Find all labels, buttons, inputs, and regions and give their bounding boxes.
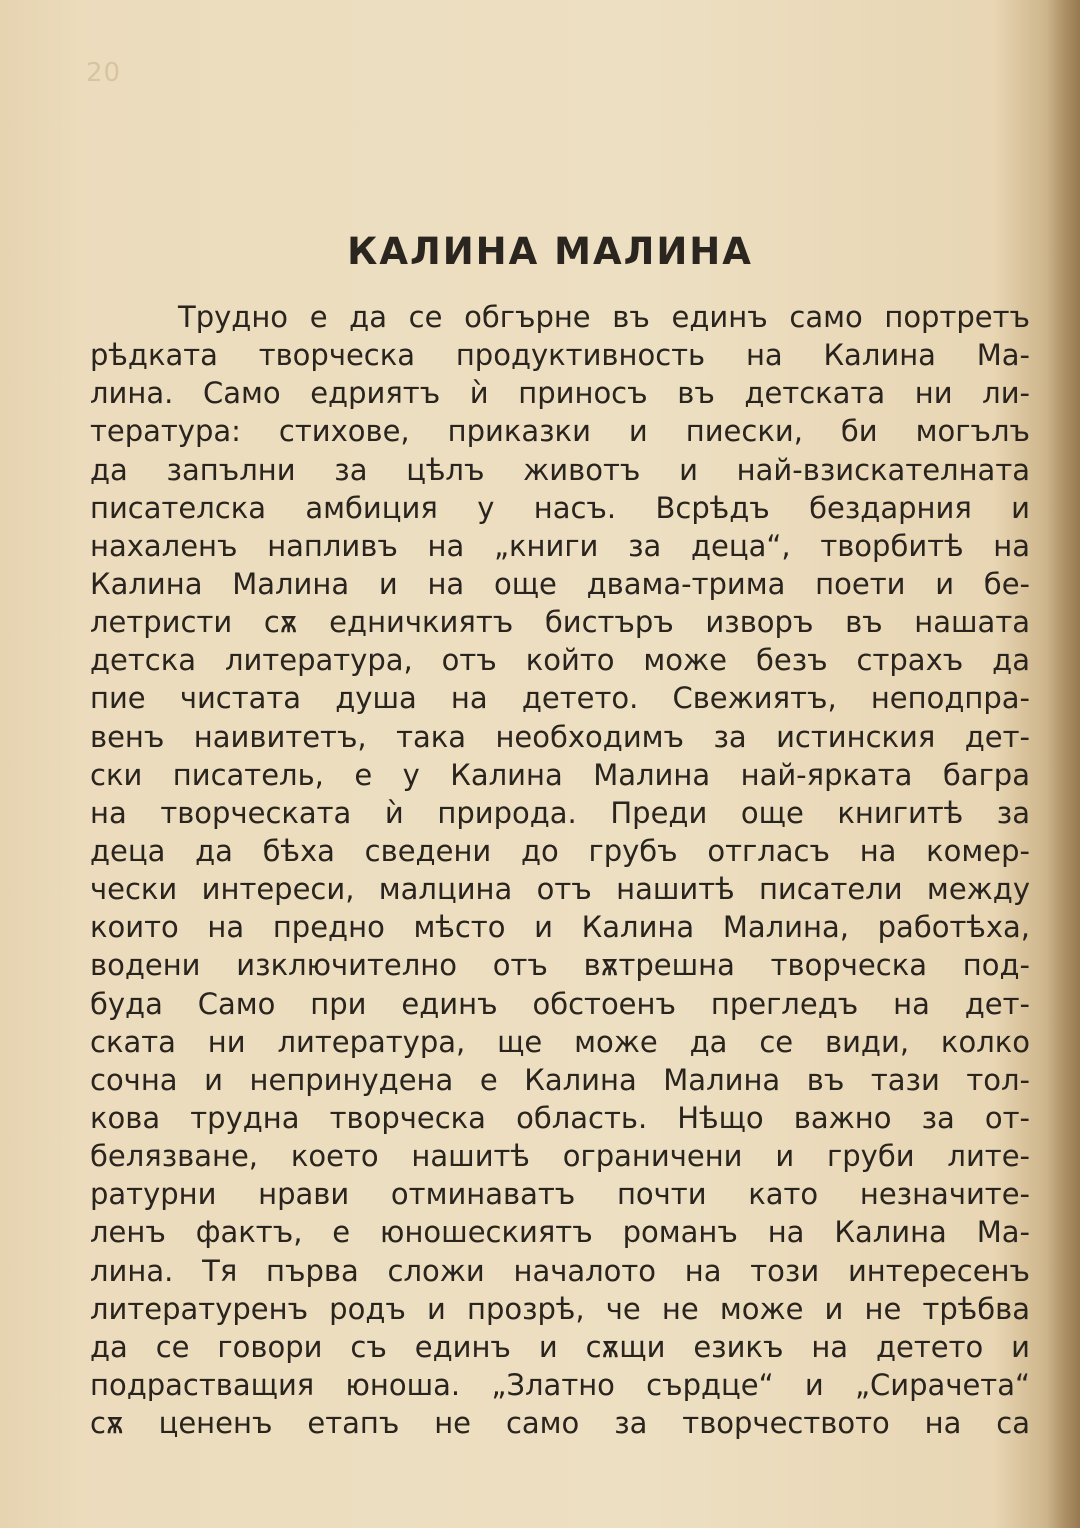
text-line: литературенъ родъ и прозрѣ, че не може и не трѣбва bbox=[90, 1291, 1030, 1326]
text-line: тература: стихове, приказки и пиески, би могълъ bbox=[90, 414, 1030, 449]
article-title: КАЛИНА МАЛИНА bbox=[347, 230, 753, 273]
text-line: ленъ фактъ, е юношескиятъ романъ на Калина Ма- bbox=[90, 1215, 1030, 1250]
text-line: нахаленъ напливъ на „книги за деца“, творбитѣ на bbox=[90, 528, 1030, 563]
text-line: да запълни за цѣлъ животъ и най-взискателната bbox=[90, 452, 1030, 487]
text-line: рѣдката творческа продуктивность на Калина Ма- bbox=[90, 338, 1030, 373]
text-line: сѫ цененъ етапъ не само за творчеството на са bbox=[90, 1406, 1030, 1441]
text-line: венъ наивитетъ, така необходимъ за истинския дет- bbox=[90, 719, 1030, 754]
text-line: пие чистата душа на детето. Свежиятъ, неподпра- bbox=[90, 681, 1030, 716]
text-line: Калина Малина и на още двама-трима поети и бе- bbox=[90, 566, 1030, 601]
text-line: летристи сѫ едничкиятъ бистъръ изворъ въ нашата bbox=[90, 605, 1030, 640]
text-line: чески интереси, малцина отъ нашитѣ писатели между bbox=[90, 872, 1030, 907]
text-line: да се говори съ единъ и сѫщи езикъ на детето и bbox=[90, 1329, 1030, 1364]
text-line: писателска амбиция у насъ. Всрѣдъ бездарния и bbox=[90, 490, 1030, 525]
text-line: които на предно мѣсто и Калина Малина, работѣха, bbox=[90, 910, 1030, 945]
text-line: детска литература, отъ който може безъ страхъ да bbox=[90, 643, 1030, 678]
text-line: сочна и непринудена е Калина Малина въ тази тол- bbox=[90, 1062, 1030, 1097]
text-line: ратурни нрави отминаватъ почти като незначите- bbox=[90, 1177, 1030, 1212]
text-line: буда Само при единъ обстоенъ прегледъ на дет- bbox=[90, 986, 1030, 1021]
text-line: подрастващия юноша. „Златно сърдце“ и „Сирачета“ bbox=[90, 1367, 1030, 1402]
text-line: Трудно е да се обгърне въ единъ само портретъ bbox=[178, 300, 1030, 334]
text-line: деца да бѣха сведени до грубъ отгласъ на комер- bbox=[90, 833, 1030, 868]
text-line: лина. Само едриятъ ѝ приносъ въ детската ни ли- bbox=[90, 376, 1030, 411]
page-number: 20 bbox=[86, 58, 122, 88]
text-line: ски писатель, е у Калина Малина най-ярката багра bbox=[90, 757, 1030, 792]
text-line: водени изключително отъ вѫтрешна творческа под- bbox=[90, 948, 1030, 983]
text-line: ската ни литература, ще може да се види, колко bbox=[90, 1024, 1030, 1059]
text-line: лина. Тя първа сложи началото на този интересенъ bbox=[90, 1253, 1030, 1288]
text-line: белязване, което нашитѣ ограничени и груби лите- bbox=[90, 1139, 1030, 1174]
article-body bbox=[90, 298, 1030, 1442]
text-line: кова трудна творческа область. Нѣщо важно за от- bbox=[90, 1100, 1030, 1135]
text-line: на творческата ѝ природа. Преди още книгитѣ за bbox=[90, 795, 1030, 830]
